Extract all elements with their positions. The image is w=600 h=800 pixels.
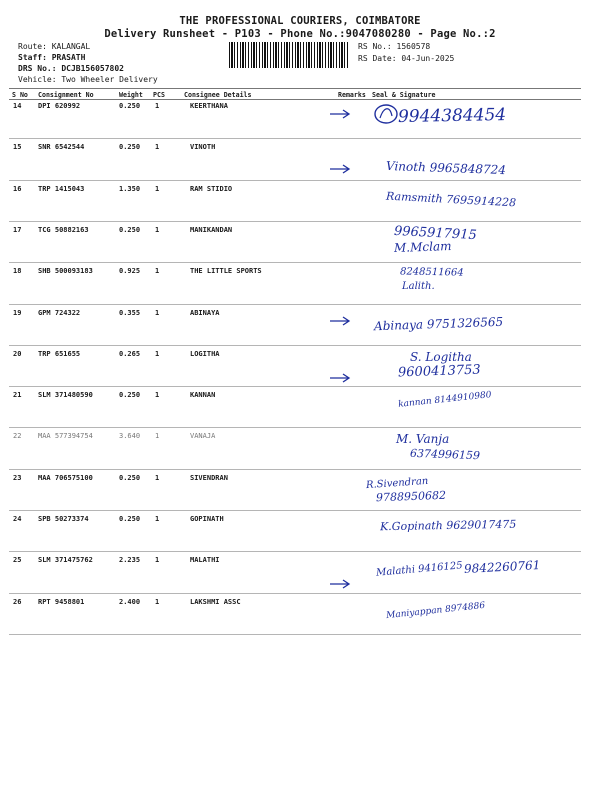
handwritten-signature: 9600413753: [397, 362, 481, 381]
consignment-number: SHB 500093183: [38, 267, 93, 276]
weight-value: 0.265: [119, 349, 141, 358]
consignment-number: RPT 9458801: [38, 597, 85, 606]
pcs-count: 1: [155, 597, 160, 606]
remarks-arrow-icon: [328, 372, 352, 384]
serial-number: 21: [13, 391, 22, 400]
consignee-name: THE LITTLE SPORTS: [190, 267, 262, 276]
row-divider: [9, 345, 581, 346]
serial-number: 20: [13, 349, 22, 358]
rs-number: RS No.: 1560578: [358, 42, 431, 51]
consignment-number: TRP 1415043: [38, 184, 85, 193]
row-divider: [9, 138, 581, 139]
weight-value: 2.400: [119, 597, 141, 606]
consignee-name: MALATHI: [190, 556, 220, 565]
remarks-arrow-icon: [328, 163, 352, 175]
consignee-name: LAKSHMI ASSC: [190, 597, 241, 606]
vehicle-label: Vehicle: Two Wheeler Delivery: [18, 75, 158, 84]
pcs-count: 1: [155, 515, 160, 523]
pcs-count: 1: [155, 432, 160, 441]
handwritten-signature: Lalith.: [402, 281, 435, 293]
col-remarks: Remarks: [338, 91, 366, 99]
weight-value: 1.350: [119, 184, 141, 193]
consignment-number: TRP 651655: [38, 349, 81, 358]
pcs-count: 1: [155, 184, 160, 193]
consignee-name: ABINAYA: [190, 308, 220, 317]
header-top-rule: [9, 88, 581, 89]
col-consignee: Consignee Details: [184, 91, 252, 99]
row-divider: [9, 180, 581, 181]
route-label: Route: KALANGAL: [18, 42, 91, 51]
serial-number: 18: [13, 267, 22, 276]
row-divider: [9, 593, 581, 594]
weight-value: 0.250: [119, 391, 141, 400]
consignment-number: SLM 371480590: [38, 391, 93, 400]
serial-number: 14: [13, 102, 22, 110]
handwritten-signature: Vinoth 9965848724: [385, 159, 507, 178]
consignment-number: SLM 371475762: [38, 556, 93, 565]
handwritten-signature: K.Gopinath 9629017475: [379, 517, 517, 534]
handwritten-signature: M.Mclam: [393, 238, 452, 255]
remarks-arrow-icon: [328, 578, 352, 590]
row-divider: [9, 551, 581, 552]
serial-number: 24: [13, 515, 22, 523]
rs-date: RS Date: 04-Jun-2025: [358, 54, 455, 63]
pcs-count: 1: [155, 225, 160, 234]
consignment-number: TCG 50882163: [38, 225, 89, 234]
drs-number: DRS No.: DCJB156057802: [18, 64, 124, 73]
pcs-count: 1: [155, 556, 160, 565]
handwritten-signature: 9842260761: [463, 558, 541, 577]
col-seal-signature: Seal & Signature: [372, 91, 436, 99]
weight-value: 2.235: [119, 556, 141, 565]
remarks-arrow-icon: [328, 315, 352, 327]
col-weight: Weight: [119, 91, 143, 99]
handwritten-signature: kannan 8144910980: [397, 390, 492, 410]
row-divider: [9, 510, 581, 511]
barcode: [229, 42, 349, 68]
handwritten-signature: R.Sivendran: [365, 475, 429, 491]
weight-value: 0.250: [119, 473, 141, 482]
consignee-name: SIVENDRAN: [190, 473, 228, 482]
consignee-name: LOGITHA: [190, 349, 220, 358]
pcs-count: 1: [155, 349, 160, 358]
pcs-count: 1: [155, 102, 160, 110]
row-divider: [9, 427, 581, 428]
handwritten-signature: Malathi 9416125: [375, 560, 464, 580]
col-sno: S No: [12, 91, 28, 99]
consignee-name: VINOTH: [190, 143, 216, 152]
runsheet-subtitle: Delivery Runsheet - P103 - Phone No.:9047080280 - Page No.:2: [104, 28, 496, 40]
consignment-number: SPB 50273374: [38, 515, 89, 523]
weight-value: 0.925: [119, 267, 141, 276]
row-divider: [9, 304, 581, 305]
row-divider: [9, 386, 581, 387]
handwritten-signature: Abinaya 9751326565: [373, 314, 504, 333]
weight-value: 3.640: [119, 432, 141, 441]
handwritten-signature: 9944384454: [397, 105, 507, 127]
pcs-count: 1: [155, 308, 160, 317]
col-consignment: Consignment No: [38, 91, 94, 99]
weight-value: 0.250: [119, 102, 141, 110]
handwritten-signature: 9965917915: [393, 223, 478, 244]
handwritten-signature: M. Vanja: [396, 432, 450, 447]
serial-number: 16: [13, 184, 22, 193]
serial-number: 23: [13, 473, 22, 482]
remarks-arrow-icon: [328, 108, 352, 120]
weight-value: 0.250: [119, 225, 141, 234]
weight-value: 0.250: [119, 143, 141, 152]
pcs-count: 1: [155, 267, 160, 276]
header-bottom-rule: [9, 99, 581, 100]
serial-number: 25: [13, 556, 22, 565]
consignee-name: GOPINATH: [190, 515, 224, 523]
col-pcs: PCS: [153, 91, 165, 99]
weight-value: 0.355: [119, 308, 141, 317]
consignee-name: RAM STIDIO: [190, 184, 233, 193]
pcs-count: 1: [155, 391, 160, 400]
handwritten-signature: Ramsmith 7695914228: [385, 189, 517, 209]
handwritten-signature: 9788950682: [375, 488, 447, 504]
serial-number: 26: [13, 597, 22, 606]
company-title: THE PROFESSIONAL COURIERS, COIMBATORE: [179, 15, 421, 27]
row-divider: [9, 634, 581, 635]
row-divider: [9, 221, 581, 222]
consignment-number: SNR 6542544: [38, 143, 85, 152]
serial-number: 19: [13, 308, 22, 317]
consignment-number: DPI 620992: [38, 102, 81, 110]
pcs-count: 1: [155, 473, 160, 482]
serial-number: 17: [13, 225, 22, 234]
handwritten-signature: 6374996159: [409, 447, 481, 463]
pcs-count: 1: [155, 143, 160, 152]
consignee-name: KEERTHANA: [190, 102, 228, 110]
serial-number: 22: [13, 432, 22, 441]
consignee-name: KANNAN: [190, 391, 216, 400]
weight-value: 0.250: [119, 515, 141, 523]
row-divider: [9, 469, 581, 470]
handwritten-signature: Maniyappan 8974886: [385, 600, 486, 621]
serial-number: 15: [13, 143, 22, 152]
row-divider: [9, 262, 581, 263]
consignment-number: MAA 706575100: [38, 473, 93, 482]
staff-label: Staff: PRASATH: [18, 53, 86, 62]
consignment-number: GPM 724322: [38, 308, 81, 317]
consignee-name: VANAJA: [190, 432, 216, 441]
handwritten-signature: 8248511664: [399, 266, 464, 279]
consignee-name: MANIKANDAN: [190, 225, 233, 234]
consignment-number: MAA 577394754: [38, 432, 93, 441]
handwritten-signature: S. Logitha: [410, 349, 472, 364]
